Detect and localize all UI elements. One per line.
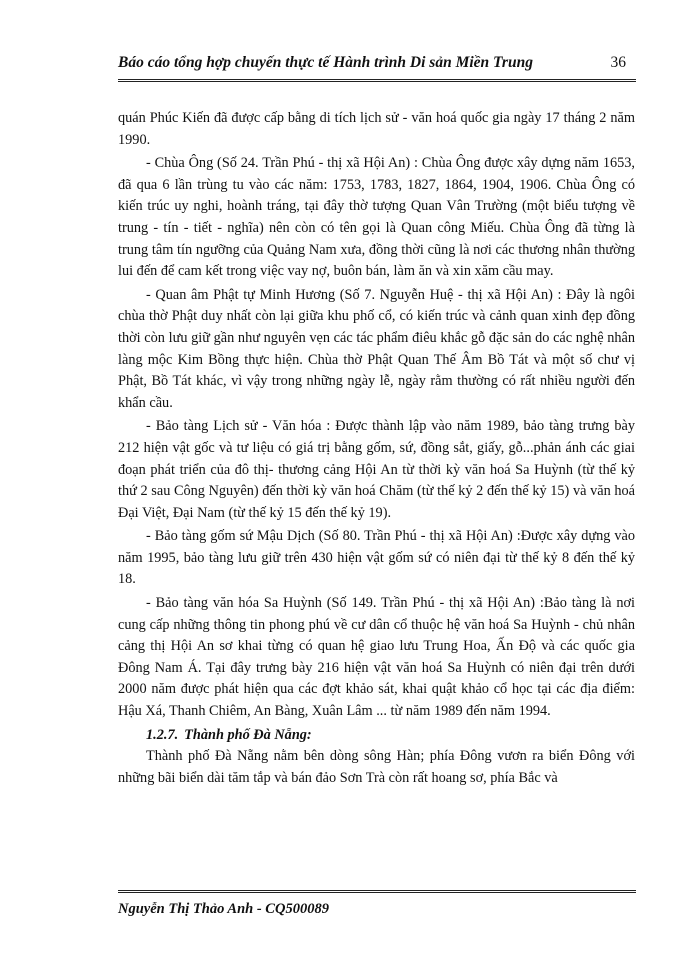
paragraph-bao-tang-sa-huynh: - Bảo tàng văn hóa Sa Huỳnh (Số 149. Trần Phú - thị xã Hội An) :Bảo tàng là nơi cung cấp những thông tin phong phú về cư dân cổ thuộc hệ văn hoá Sa Huỳnh - chủ nhân cảng thị Hội An sơ khai từng có quan hệ giao lưu Trung Hoa, Ấn Độ và các quốc gia Đông Nam Á. Tại đây trưng bày 216 hiện vật văn hoá Sa Huỳnh có niên đại trên dưới 2000 năm được phát hiện qua các đợt khảo sát, khai quật khảo cổ học tại các địa điểm: Hậu Xá, Thanh Chiêm, An Bàng, Xuân Lâm ... từ năm 1989 đến năm 1994. — [118, 595, 635, 720]
page-number: 36 — [610, 54, 626, 71]
page-header — [118, 44, 636, 82]
paragraph-bao-tang-lich-su: - Bảo tàng Lịch sử - Văn hóa : Được thành lập vào năm 1989, bảo tàng trưng bày 212 hiện vật gốc và tư liệu có giá trị bằng gốm, sứ, đồng sắt, giấy, gỗ...phản ánh các giai đoạn phát triển của đô thị- thương cảng Hội An từ thời kỳ văn hoá Sa Huỳnh (từ thế kỷ thứ 2 sau Công Nguyên) đến thời kỳ văn hoá Chăm (từ thế kỷ 2 đến thế kỷ 15) và văn hoá Đại Việt, Đại Nam (từ thế kỷ 15 đến thế kỷ 19). — [118, 418, 635, 521]
paragraph-da-nang: Thành phố Đà Nẵng nằm bên dòng sông Hàn; phía Đông vươn ra biển Đông với những bãi biển dài tăm tắp và bán đảo Sơn Trà còn rất hoang sơ, phía Bắc và — [118, 748, 635, 786]
paragraph-bao-tang-gom-su: - Bảo tàng gốm sứ Mậu Dịch (Số 80. Trần Phú - thị xã Hội An) :Được xây dựng vào năm 1995, bảo tàng lưu giữ trên 430 hiện vật gốm sứ có niên đại từ thế kỷ 8 đến thế kỷ 18. — [118, 528, 635, 588]
document-title: Báo cáo tổng hợp chuyến thực tế Hành trình Di sản Miền Trung — [118, 54, 533, 71]
header-rule — [118, 79, 636, 82]
paragraph-chua-ong: - Chùa Ông (Số 24. Trần Phú - thị xã Hội An) : Chùa Ông được xây dựng năm 1653, đã qua 6 lần trùng tu vào các năm: 1753, 1783, 1827, 1864, 1904, 1906. Chùa Ông có kiến trúc uy nghi, hoành tráng, tại đây thờ tượng Quan Vân Trường (một biểu tượng về trung - tín - tiết - nghĩa) nên còn có tên gọi là Quan công Miếu. Chùa Ông đã từng là trung tâm tín ngưỡng của Quảng Nam xưa, đồng thời cũng là nơi các thương nhân thường lui đến để cam kết trong việc vay nợ, buôn bán, làm ăn và xin xăm cầu may. — [118, 155, 635, 280]
body-text — [118, 108, 635, 791]
section-title: Thành phố Đà Nẵng: — [184, 726, 312, 743]
paragraph-quan-am-phat-tu: - Quan âm Phật tự Minh Hương (Số 7. Nguyễn Huệ - thị xã Hội An) : Đây là ngôi chùa thờ Phật duy nhất còn lại giữa khu phố cổ, có kiến trúc và cảnh quan xinh đẹp đồng thời còn lưu giữ gần như nguyên vẹn các tác phẩm điêu khắc gỗ đặc sản do các nghệ nhân làng mộc Kim Bồng thực hiện. Chùa thờ Phật Quan Thế Âm Bồ Tát và một số chư vị Phật, Bồ Tát khác, vì vậy trong những ngày lễ, ngày rằm thường có rất nhiều người đến khẩn cầu. — [118, 286, 635, 411]
section-heading — [118, 725, 635, 747]
footer-rule — [118, 890, 636, 893]
section-number: 1.2.7. — [146, 726, 179, 743]
footer-author: Nguyễn Thị Thảo Anh - CQ500089 — [118, 901, 329, 917]
page-footer — [118, 890, 636, 918]
paragraph-phuc-kien-continued: quán Phúc Kiến đã được cấp bằng di tích lịch sử - văn hoá quốc gia ngày 17 tháng 2 năm 1990. — [118, 110, 635, 148]
